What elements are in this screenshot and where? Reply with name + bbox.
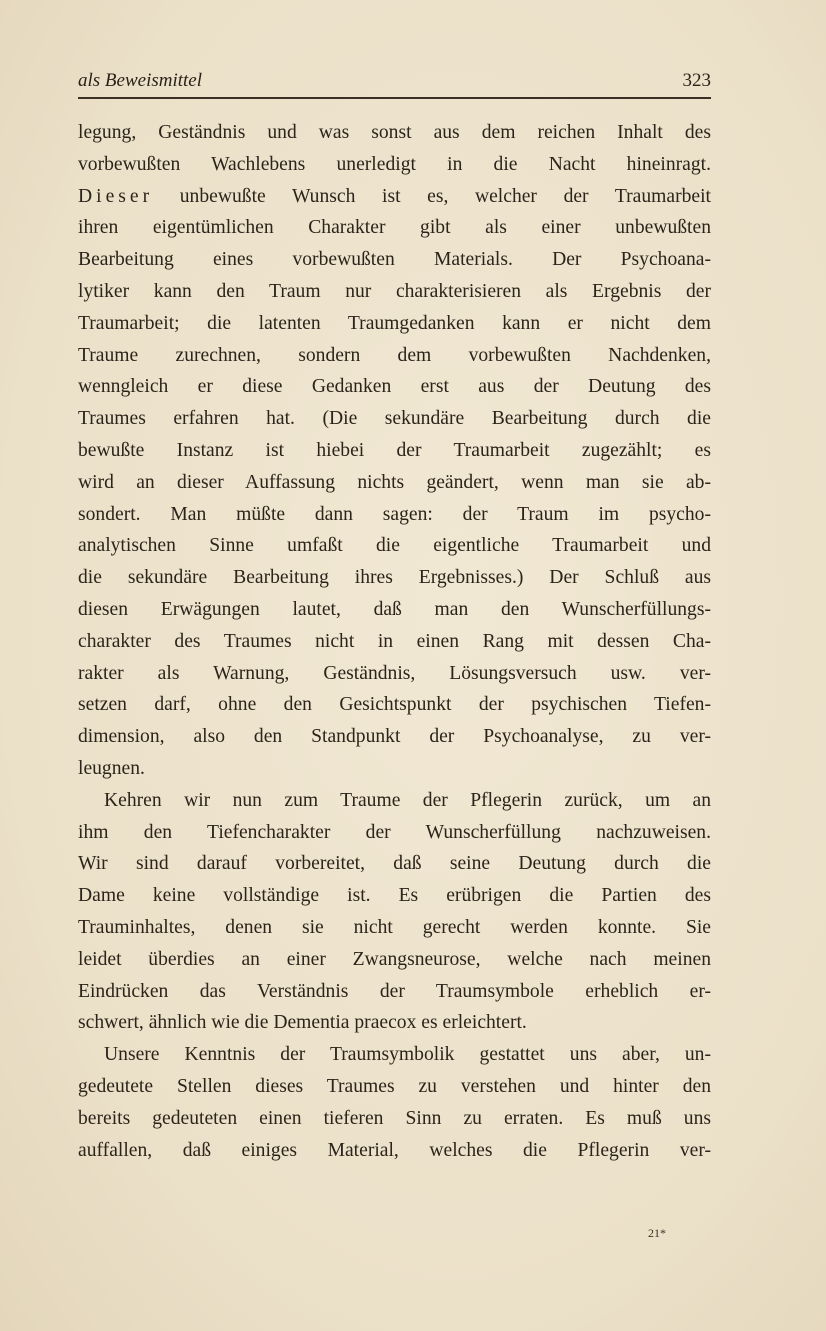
text-line: ihm den Tiefencharakter der Wunscherfüllung nachzuweisen. <box>78 821 711 843</box>
text-line: rakter als Warnung, Geständnis, Lösungsversuch usw. ver- <box>78 662 711 684</box>
page-header <box>78 66 711 96</box>
body-text <box>78 117 711 1166</box>
text-line: leidet überdies an einer Zwangsneurose, welche nach meinen <box>78 948 711 970</box>
text-line: gedeutete Stellen dieses Traumes zu verstehen und hinter den <box>78 1075 711 1097</box>
text-line: dimension, also den Standpunkt der Psychoanalyse, zu ver- <box>78 726 711 748</box>
text-line: wenngleich er diese Gedanken erst aus der Deutung des <box>78 376 711 398</box>
text-line: Trauminhaltes, denen sie nicht gerecht werden konnte. Sie <box>78 916 711 938</box>
text-line-paragraph-end: leugnen. <box>78 757 145 779</box>
text-line: lytiker kann den Traum nur charakterisieren als Ergebnis der <box>78 280 711 302</box>
text-line: analytischen Sinne umfaßt die eigentliche Traumarbeit und <box>78 535 711 557</box>
text-line-rest: unbewußte Wunsch ist es, welcher der Traumarbeit <box>179 185 711 207</box>
text-line: legung, Geständnis und was sonst aus dem reichen Inhalt des <box>78 122 711 143</box>
text-line: auffallen, daß einiges Material, welches die Pflegerin ver- <box>78 1139 711 1161</box>
text-line <box>78 181 711 213</box>
spaced-word: Dieser <box>78 185 154 207</box>
signature-mark: 21* <box>648 1226 666 1240</box>
text-line: Eindrücken das Verständnis der Traumsymbole erheblich er- <box>78 980 711 1002</box>
text-line-paragraph-start: Kehren wir nun zum Traume der Pflegerin zurück, um an <box>104 789 711 811</box>
text-line: diesen Erwägungen lautet, daß man den Wunscherfüllungs- <box>78 598 711 620</box>
text-line-paragraph-end: schwert, ähnlich wie die Dementia praecox es erleichtert. <box>78 1012 527 1034</box>
text-line: sondert. Man müßte dann sagen: der Traum im psycho- <box>78 503 711 525</box>
text-line: ihren eigentümlichen Charakter gibt als einer unbewußten <box>78 217 711 239</box>
text-line: bewußte Instanz ist hiebei der Traumarbeit zugezählt; es <box>78 439 711 461</box>
text-line: Traume zurechnen, sondern dem vorbewußten Nachdenken, <box>78 344 711 366</box>
text-line: setzen darf, ohne den Gesichtspunkt der psychischen Tiefen- <box>78 694 711 716</box>
text-line: Traumes erfahren hat. (Die sekundäre Bearbeitung durch die <box>78 408 711 430</box>
text-line: wird an dieser Auffassung nichts geändert, wenn man sie ab- <box>78 471 711 493</box>
text-line: Wir sind darauf vorbereitet, daß seine Deutung durch die <box>78 853 711 875</box>
running-head: als Beweismittel <box>78 70 203 91</box>
text-line: Bearbeitung eines vorbewußten Materials. Der Psychoana- <box>78 249 711 271</box>
text-line: die sekundäre Bearbeitung ihres Ergebnisses.) Der Schluß aus <box>78 567 711 589</box>
text-line: bereits gedeuteten einen tieferen Sinn zu erraten. Es muß uns <box>78 1107 711 1129</box>
text-line: Traumarbeit; die latenten Traumgedanken kann er nicht dem <box>78 312 711 334</box>
text-line: vorbewußten Wachlebens unerledigt in die Nacht hineinragt. <box>78 153 711 175</box>
page-number: 323 <box>682 70 711 91</box>
text-line-paragraph-start: Unsere Kenntnis der Traumsymbolik gestattet uns aber, un- <box>104 1044 711 1066</box>
text-line: charakter des Traumes nicht in einen Rang mit dessen Cha- <box>78 630 711 652</box>
header-rule <box>78 97 711 99</box>
text-line: Dame keine vollständige ist. Es erübrigen die Partien des <box>78 885 711 907</box>
